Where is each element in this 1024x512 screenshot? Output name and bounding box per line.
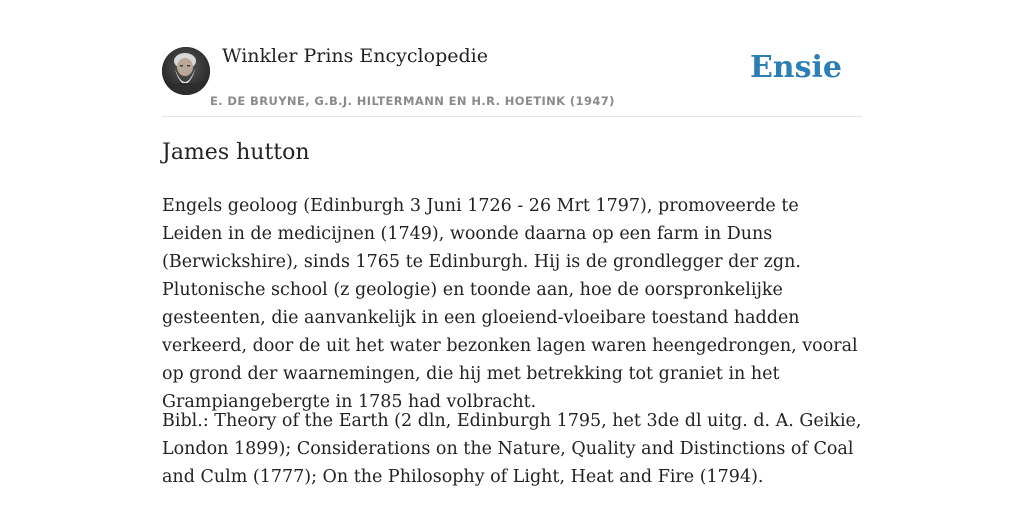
article-paragraph: Engels geoloog (Edinburgh 3 Juni 1726 - 26 Mrt 1797), promoveerde te Leiden in de medicijnen (1749), woonde daarna op een farm in Duns (Berwickshire), sinds 1765 te Edinburgh. Hij is de grondlegger der zgn. Plutonische school (z geologie) en toonde aan, hoe de oorspronkelijke gesteenten, die aanvankelijk in een gloeiend-vloeibare toestand hadden verkeerd, door de uit het water bezonken lagen waren heengedrongen, vooral op grond der waarnemingen, die hij met betrekking tot graniet in het Grampiangebergte in 1785 had volbracht. <box>162 196 858 412</box>
authors-line: E. DE BRUYNE, G.B.J. HILTERMANN EN H.R. HOETINK (1947) <box>210 94 615 108</box>
bearded-man-portrait-icon <box>162 47 210 95</box>
header <box>162 0 862 117</box>
site-title[interactable]: Winkler Prins Encyclopedie <box>222 45 488 67</box>
avatar[interactable] <box>162 47 210 95</box>
article-title: James hutton <box>162 140 310 165</box>
ensie-logo[interactable]: Ensie <box>749 50 842 85</box>
bibliography-paragraph: Bibl.: Theory of the Earth (2 dln, Edinburgh 1795, het 3de dl uitg. d. A. Geikie, London 1899); Considerations on the Nature, Quality and Distinctions of Coal and Culm (1777); On the Philosophy of Light, Heat and Fire (1794). <box>162 411 862 487</box>
